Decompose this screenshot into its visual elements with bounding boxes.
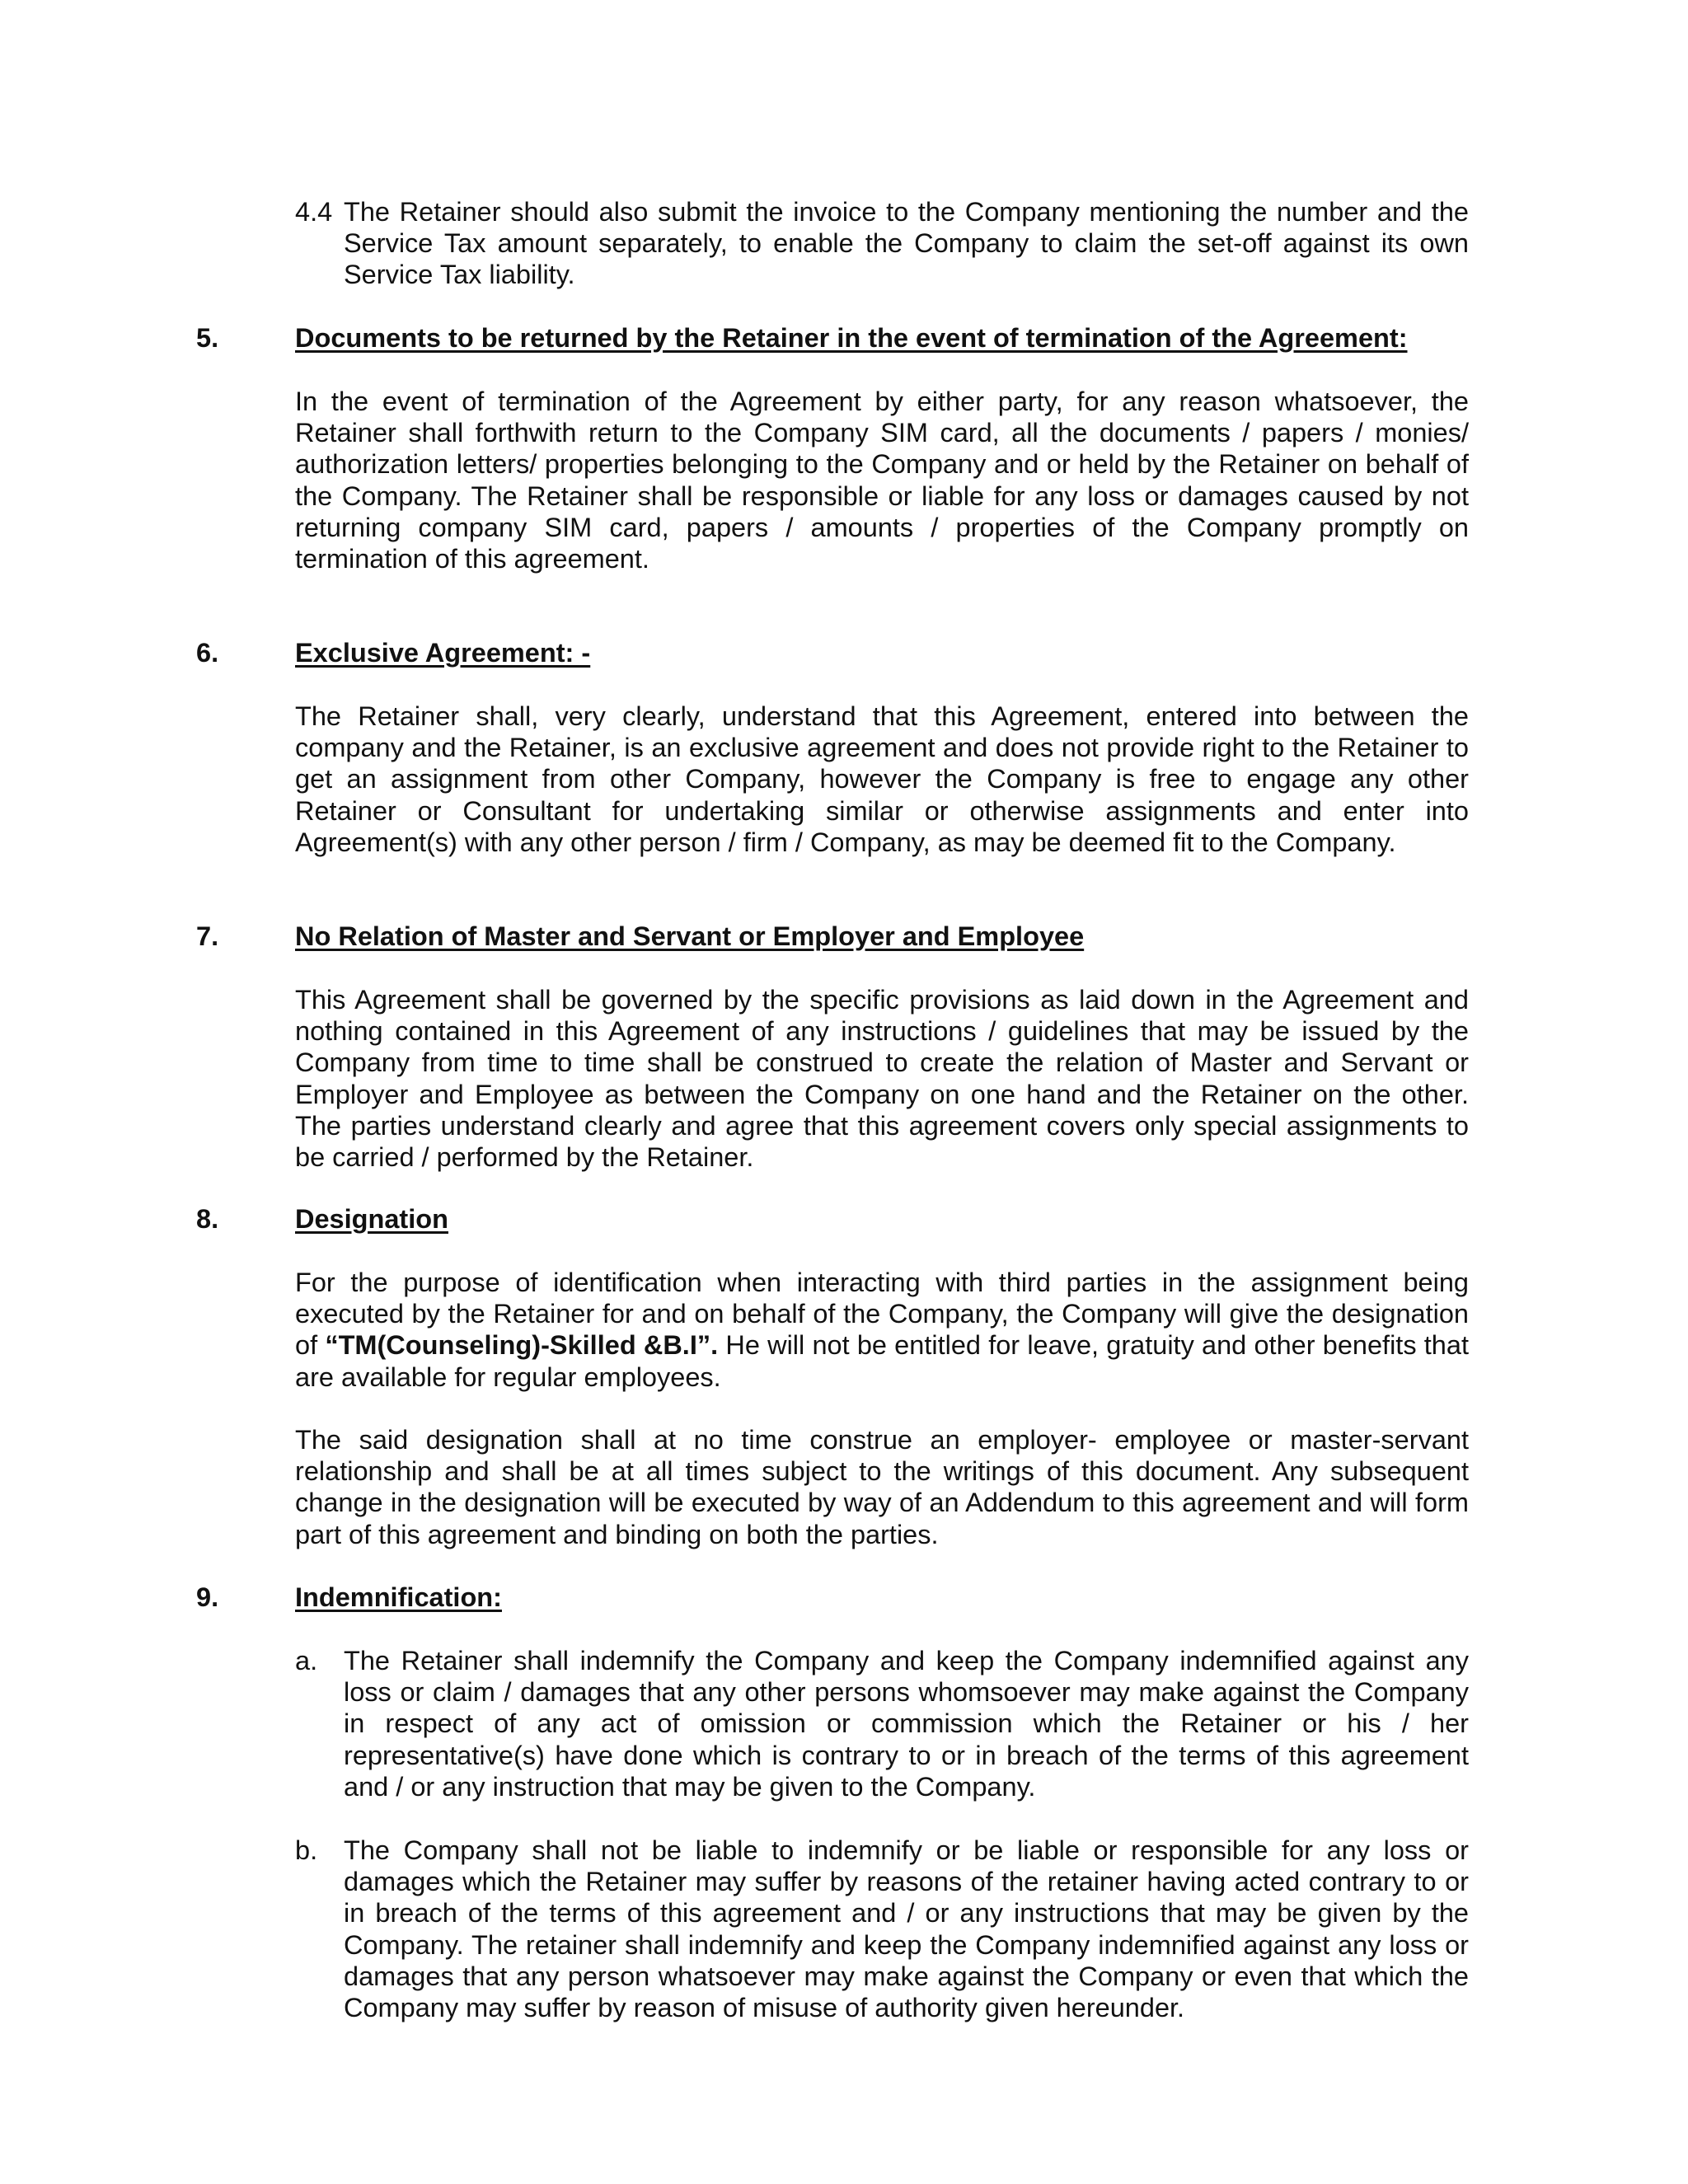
section-8-text-before: For the purpose of identification when interacting with third parties in the assignment being executed by the Retainer for and on behalf of the Company, the Company will give the designation of [295,1268,1469,1361]
section-9-item-a [295,1645,1469,1802]
section-8-text [295,1267,1469,1393]
section-6-title: Exclusive Agreement: - [295,638,591,668]
section-8-text-after: He will not be entitled for leave, gratuity and other benefits that are available for regular employees. [295,1330,1469,1392]
section-8-title: Designation [295,1204,448,1234]
section-7-text: This Agreement shall be governed by the specific provisions as laid down in the Agreement and nothing contained in this Agreement of any instructions / guidelines that may be issued by the Company from time to time shall be construed to create the relation of Master and Servant or Employer and Employee as between the Company on one hand and the Retainer on the other. The parties understand clearly and agree that this agreement covers only special assignments to be carried / performed by the Retainer. [295,985,1469,1173]
section-5-number: 5. [196,323,219,353]
section-5-title: Documents to be returned by the Retainer in the event of termination of the Agreement: [295,323,1408,353]
clause-number: 4.4 [295,197,333,227]
clause-4-4 [295,196,1469,291]
section-9-number: 9. [196,1582,219,1612]
item-text: The Company shall not be liable to indemnify or be liable or responsible for any loss or damages which the Retainer may suffer by reasons of the retainer having acted contrary to or in breach of the terms of this agreement and / or any instructions that may be given by the Company. The retainer shall indemnify and keep the Company indemnified against any loss or damages that any person whatsoever may make against the Company or even that which the Company may suffer by reason of misuse of authority given hereunder. [344,1835,1469,2023]
section-9-item-b [295,1835,1469,2023]
section-7-title: No Relation of Master and Servant or Employer and Employee [295,921,1085,951]
section-5-text: In the event of termination of the Agreement by either party, for any reason whatsoever, the Retainer shall forthwith return to the Company SIM card, all the documents / papers / monies/ authorization letters/ properties belonging to the Company and or held by the Retainer on behalf of the Company. The Retainer shall be responsible or liable for any loss or damages caused by not returning company SIM card, papers / amounts / properties of the Company promptly on termination of this agreement. [295,387,1469,574]
designation-value: “TM(Counseling)-Skilled &B.I”. [325,1330,719,1361]
section-6-text: The Retainer shall, very clearly, understand that this Agreement, entered into between the company and the Retainer, is an exclusive agreement and does not provide right to the Retainer to get an assignment from other Company, however the Company is free to engage any other Retainer or Consultant for undertaking similar or otherwise assignments and enter into Agreement(s) with any other person / firm / Company, as may be deemed fit to the Company. [295,701,1469,857]
section-7-number: 7. [196,921,219,951]
item-marker: a. [295,1646,318,1675]
section-6-number: 6. [196,638,219,668]
clause-text: The Retainer should also submit the invoice to the Company mentioning the number and the Service Tax amount separately, to enable the Company to claim the set-off against its own Service Tax liability. [344,197,1469,290]
item-marker: b. [295,1835,318,1865]
item-text: The Retainer shall indemnify the Company and keep the Company indemnified against any loss or claim / damages that any other persons whomsoever may make against the Company in respect of any act of omission or commission which the Retainer or his / her representative(s) have done which is contrary to or in breach of the terms of this agreement and / or any instruction that may be given to the Company. [344,1646,1469,1802]
section-8-number: 8. [196,1204,219,1234]
section-9-title: Indemnification: [295,1582,502,1612]
section-8-text-2: The said designation shall at no time construe an employer- employee or master-servant relationship and shall be at all times subject to the writings of this document. Any subsequent change in the designation will be executed by way of an Addendum to this agreement and will form part of this agreement and binding on both the parties. [295,1425,1469,1549]
